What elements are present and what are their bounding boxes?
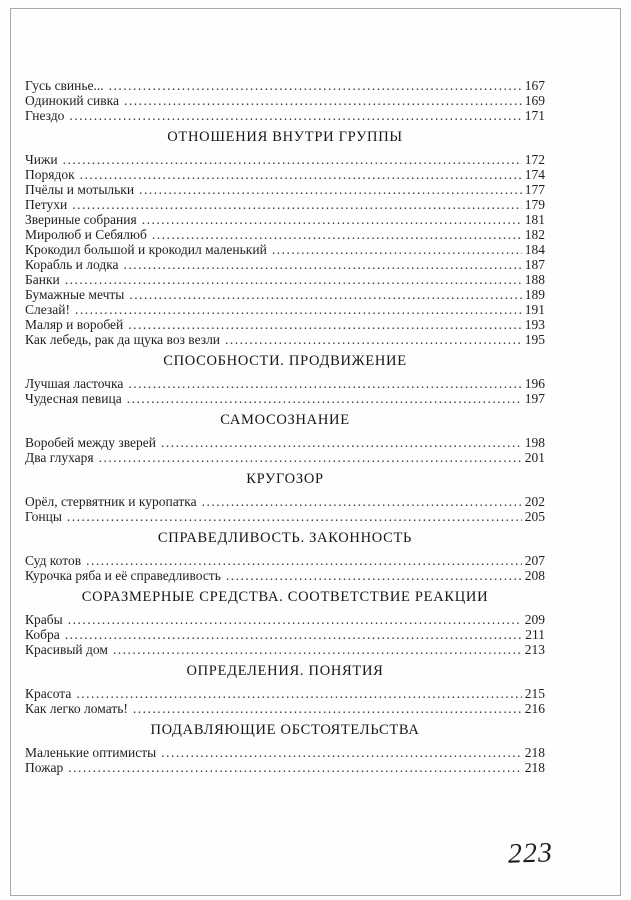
toc-entry xyxy=(25,152,545,167)
entry-page: 169 xyxy=(524,93,545,108)
entry-title: Лучшая ласточка xyxy=(25,376,124,391)
entry-page: 181 xyxy=(524,212,545,227)
entry-title: Воробей между зверей xyxy=(25,435,156,450)
entry-title: Крокодил большой и крокодил маленький xyxy=(25,242,267,257)
entry-dot-leader xyxy=(76,686,521,701)
toc-entry xyxy=(25,391,545,406)
section-entries xyxy=(25,435,545,465)
section-heading: СОРАЗМЕРНЫЕ СРЕДСТВА. СООТВЕТСТВИЕ РЕАКЦИИ xyxy=(81,589,489,605)
entry-title: Кобра xyxy=(25,627,60,642)
toc-entry xyxy=(25,376,545,391)
section-heading: ПОДАВЛЯЮЩИЕ ОБСТОЯТЕЛЬСТВА xyxy=(150,722,420,738)
entry-dot-leader xyxy=(109,78,522,93)
entry-dot-leader xyxy=(272,242,522,257)
entry-dot-leader xyxy=(86,553,522,568)
entry-dot-leader xyxy=(127,391,522,406)
entry-page: 198 xyxy=(524,435,545,450)
entry-title: Чижи xyxy=(25,152,58,167)
page-number: 223 xyxy=(507,837,554,870)
entry-dot-leader xyxy=(139,182,522,197)
entry-title: Маленькие оптимисты xyxy=(25,745,157,760)
entry-title: Петухи xyxy=(25,197,68,212)
section-heading: КРУГОЗОР xyxy=(246,471,324,487)
section-entries xyxy=(25,78,545,123)
toc-entry xyxy=(25,212,545,227)
entry-title: Слезай! xyxy=(25,302,70,317)
toc-entry xyxy=(25,568,545,583)
entry-page: 191 xyxy=(524,302,545,317)
toc xyxy=(25,78,545,775)
toc-section xyxy=(25,472,545,524)
entry-dot-leader xyxy=(124,93,522,108)
entry-page: 209 xyxy=(524,612,545,627)
entry-dot-leader xyxy=(133,701,522,716)
entry-page: 172 xyxy=(524,152,545,167)
entry-dot-leader xyxy=(202,494,522,509)
toc-entry xyxy=(25,553,545,568)
toc-entry xyxy=(25,182,545,197)
toc-entry xyxy=(25,701,545,716)
section-heading: САМОСОЗНАНИЕ xyxy=(220,412,350,428)
entry-page: 211 xyxy=(525,627,545,642)
section-entries xyxy=(25,494,545,524)
toc-entry xyxy=(25,642,545,657)
toc-entry xyxy=(25,167,545,182)
toc-entry xyxy=(25,108,545,123)
entry-title: Гонцы xyxy=(25,509,62,524)
entry-page: 167 xyxy=(524,78,545,93)
entry-page: 208 xyxy=(524,568,545,583)
entry-title: Красивый дом xyxy=(25,642,108,657)
entry-dot-leader xyxy=(128,317,522,332)
entry-title: Гусь свинье... xyxy=(25,78,104,93)
toc-entry xyxy=(25,612,545,627)
entry-dot-leader xyxy=(75,302,522,317)
entry-page: 187 xyxy=(524,257,545,272)
entry-dot-leader xyxy=(69,108,521,123)
entry-page: 213 xyxy=(524,642,545,657)
toc-entry xyxy=(25,302,545,317)
entry-page: 174 xyxy=(524,167,545,182)
entry-title: Как легко ломать! xyxy=(25,701,128,716)
entry-title: Порядок xyxy=(25,167,75,182)
entry-title: Курочка ряба и её справедливость xyxy=(25,568,221,583)
entry-dot-leader xyxy=(124,257,522,272)
entry-dot-leader xyxy=(128,376,521,391)
entry-page: 196 xyxy=(524,376,545,391)
section-heading: СПРАВЕДЛИВОСТЬ. ЗАКОННОСТЬ xyxy=(157,530,413,546)
entry-page: 171 xyxy=(524,108,545,123)
toc-entry xyxy=(25,257,545,272)
entry-page: 202 xyxy=(524,494,545,509)
entry-dot-leader xyxy=(80,167,522,182)
entry-page: 182 xyxy=(524,227,545,242)
entry-dot-leader xyxy=(65,627,523,642)
entry-page: 184 xyxy=(524,242,545,257)
toc-entry xyxy=(25,272,545,287)
section-entries xyxy=(25,376,545,406)
toc-entry xyxy=(25,197,545,212)
toc-section xyxy=(25,664,545,716)
entry-title: Чудесная певица xyxy=(25,391,122,406)
toc-entry xyxy=(25,242,545,257)
entry-dot-leader xyxy=(63,152,522,167)
entry-page: 218 xyxy=(524,760,545,775)
entry-page: 215 xyxy=(524,686,545,701)
entry-dot-leader xyxy=(72,197,522,212)
entry-page: 177 xyxy=(524,182,545,197)
entry-title: Одинокий сивка xyxy=(25,93,119,108)
entry-dot-leader xyxy=(161,745,522,760)
toc-section xyxy=(25,413,545,465)
toc-section xyxy=(25,590,545,657)
section-entries xyxy=(25,152,545,347)
section-entries xyxy=(25,745,545,775)
toc-entry xyxy=(25,509,545,524)
entry-page: 197 xyxy=(524,391,545,406)
entry-dot-leader xyxy=(65,272,522,287)
toc-entry xyxy=(25,686,545,701)
section-entries xyxy=(25,612,545,657)
entry-dot-leader xyxy=(68,612,522,627)
entry-title: Звериные собрания xyxy=(25,212,137,227)
entry-title: Пожар xyxy=(25,760,64,775)
toc-entry xyxy=(25,745,545,760)
entry-page: 189 xyxy=(524,287,545,302)
toc-entry xyxy=(25,93,545,108)
toc-section xyxy=(25,130,545,347)
entry-title: Пчёлы и мотыльки xyxy=(25,182,135,197)
entry-page: 205 xyxy=(524,509,545,524)
entry-title: Как лебедь, рак да щука воз везли xyxy=(25,332,221,347)
section-heading: ОТНОШЕНИЯ ВНУТРИ ГРУППЫ xyxy=(167,129,403,145)
toc-section xyxy=(25,531,545,583)
entry-title: Два глухаря xyxy=(25,450,94,465)
entry-title: Миролюб и Себялюб xyxy=(25,227,147,242)
section-entries xyxy=(25,553,545,583)
entry-title: Гнездо xyxy=(25,108,65,123)
toc-entry xyxy=(25,227,545,242)
entry-page: 216 xyxy=(524,701,545,716)
entry-title: Корабль и лодка xyxy=(25,257,119,272)
entry-title: Банки xyxy=(25,272,60,287)
entry-title: Красота xyxy=(25,686,72,701)
entry-dot-leader xyxy=(225,332,522,347)
entry-page: 207 xyxy=(524,553,545,568)
entry-dot-leader xyxy=(129,287,521,302)
entry-page: 201 xyxy=(524,450,545,465)
entry-title: Крабы xyxy=(25,612,63,627)
toc-entry xyxy=(25,494,545,509)
section-entries xyxy=(25,686,545,716)
entry-title: Суд котов xyxy=(25,553,82,568)
entry-dot-leader xyxy=(68,760,522,775)
toc-entry xyxy=(25,760,545,775)
entry-dot-leader xyxy=(161,435,522,450)
toc-entry xyxy=(25,317,545,332)
entry-page: 218 xyxy=(524,745,545,760)
toc-section xyxy=(25,354,545,406)
section-heading: СПОСОБНОСТИ. ПРОДВИЖЕНИЕ xyxy=(163,353,407,369)
entry-dot-leader xyxy=(152,227,522,242)
entry-page: 193 xyxy=(524,317,545,332)
entry-dot-leader xyxy=(113,642,522,657)
entry-title: Орёл, стервятник и куропатка xyxy=(25,494,197,509)
toc-entry xyxy=(25,627,545,642)
entry-page: 188 xyxy=(524,272,545,287)
toc-entry xyxy=(25,287,545,302)
toc-section xyxy=(25,723,545,775)
entry-dot-leader xyxy=(226,568,522,583)
toc-entry xyxy=(25,450,545,465)
entry-page: 195 xyxy=(524,332,545,347)
toc-section xyxy=(25,78,545,123)
entry-title: Бумажные мечты xyxy=(25,287,125,302)
section-heading: ОПРЕДЕЛЕНИЯ. ПОНЯТИЯ xyxy=(186,663,384,679)
entry-title: Маляр и воробей xyxy=(25,317,124,332)
entry-dot-leader xyxy=(99,450,522,465)
toc-entry xyxy=(25,435,545,450)
entry-page: 179 xyxy=(524,197,545,212)
toc-entry xyxy=(25,332,545,347)
entry-dot-leader xyxy=(67,509,522,524)
toc-entry xyxy=(25,78,545,93)
entry-dot-leader xyxy=(142,212,522,227)
